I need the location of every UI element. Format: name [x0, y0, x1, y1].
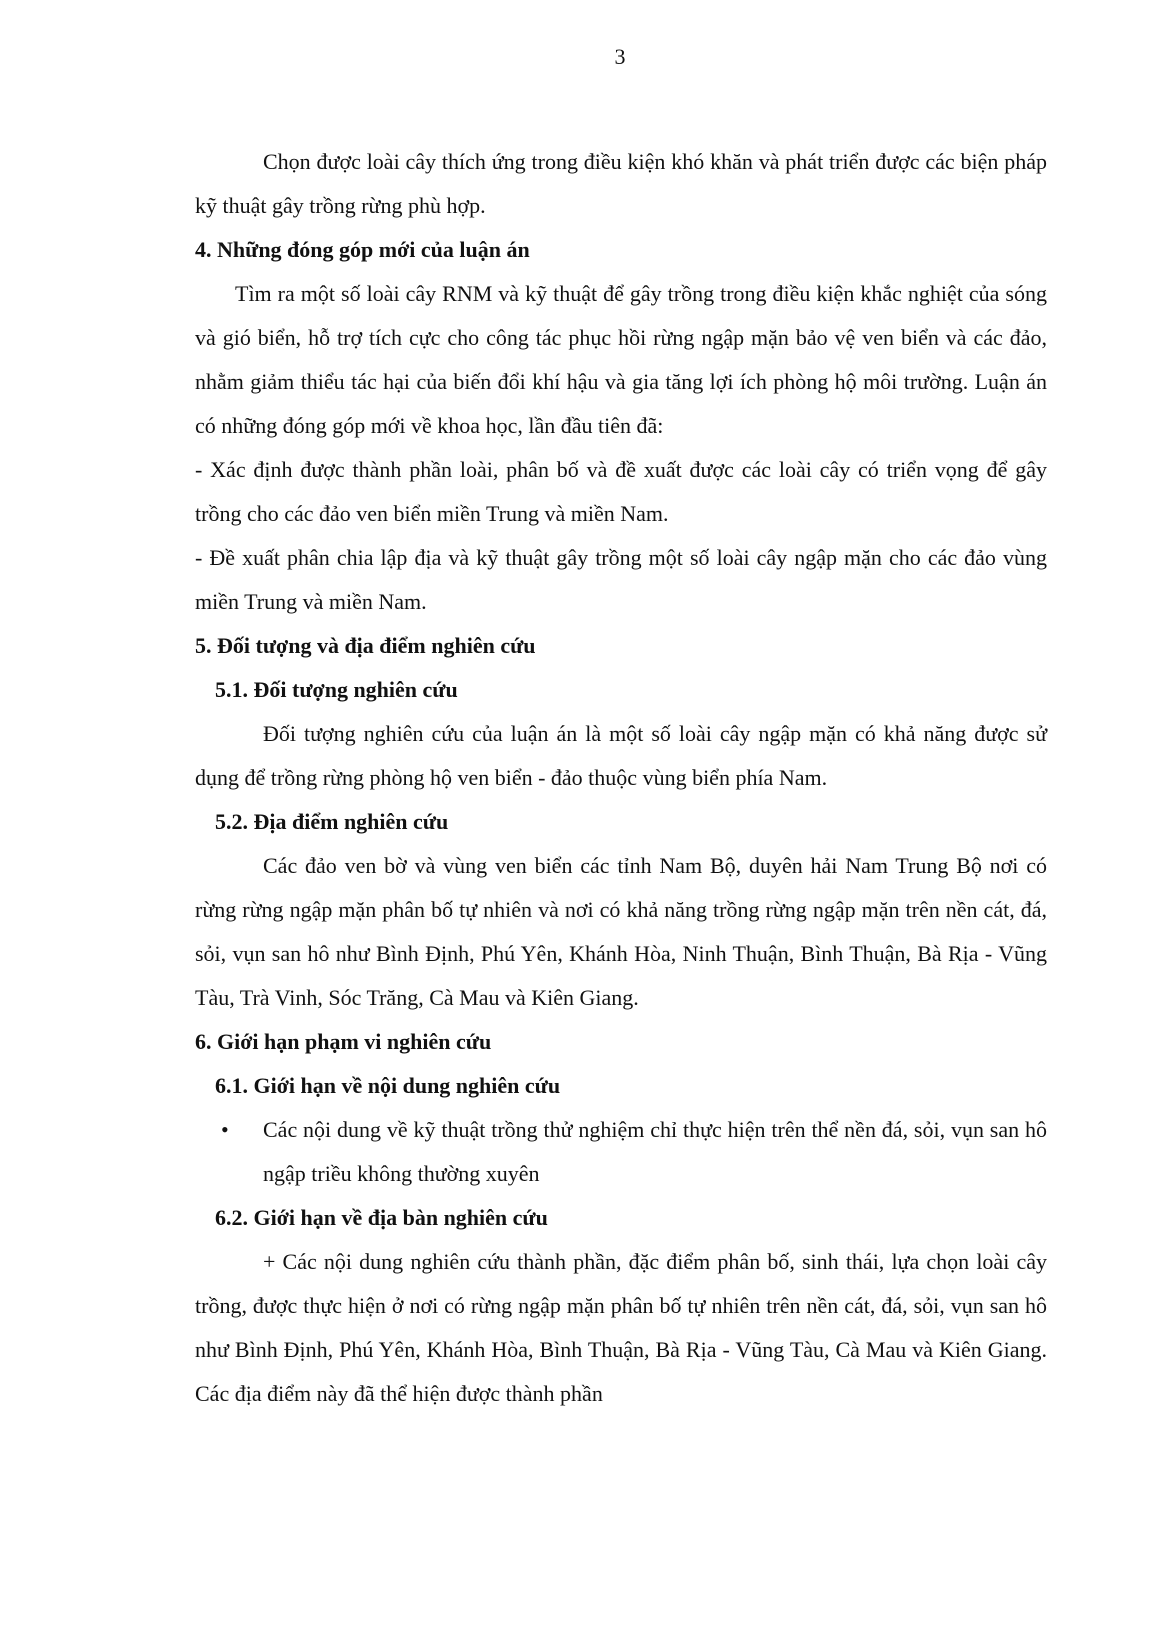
- section-5-2-paragraph: Các đảo ven bờ và vùng ven biển các tỉnh Nam Bộ, duyên hải Nam Trung Bộ nơi có rừng rừng ngập mặn phân bố tự nhiên và nơi có khả năng trồng rừng ngập mặn trên nền cát, đá, sỏi, vụn san hô như Bình Định, Phú Yên, Khánh Hòa, Ninh Thuận, Bình Thuận, Bà Rịa - Vũng Tàu, Trà Vinh, Sóc Trăng, Cà Mau và Kiên Giang.: [195, 853, 1047, 1010]
- document-body: [195, 140, 1047, 1416]
- page-number: 3: [614, 44, 626, 69]
- contribution-item-2: - Đề xuất phân chia lập địa và kỹ thuật gây trồng một số loài cây ngập mặn cho các đảo vùng miền Trung và miền Nam.: [195, 545, 1047, 614]
- contribution-item-1: - Xác định được thành phần loài, phân bố và đề xuất được các loài cây có triển vọng để gây trồng cho các đảo ven biển miền Trung và miền Nam.: [195, 457, 1047, 526]
- section-4-paragraph: Tìm ra một số loài cây RNM và kỹ thuật để gây trồng trong điều kiện khắc nghiệt của sóng và gió biển, hỗ trợ tích cực cho công tác phục hồi rừng ngập mặn bảo vệ ven biển và các đảo, nhằm giảm thiểu tác hại của biến đổi khí hậu và gia tăng lợi ích phòng hộ môi trường. Luận án có những đóng góp mới về khoa học, lần đầu tiên đã:: [195, 281, 1047, 438]
- bullet-text: Các nội dung về kỹ thuật trồng thử nghiệm chỉ thực hiện trên thể nền đá, sỏi, vụn san hô ngập triều không thường xuyên: [263, 1117, 1047, 1186]
- section-6-2-heading: 6.2. Giới hạn về địa bàn nghiên cứu: [215, 1205, 548, 1230]
- section-5-heading: 5. Đối tượng và địa điểm nghiên cứu: [195, 633, 536, 658]
- intro-paragraph: Chọn được loài cây thích ứng trong điều kiện khó khăn và phát triển được các biện pháp kỹ thuật gây trồng rừng phù hợp.: [195, 149, 1047, 218]
- bullet-list-item: [221, 1108, 1047, 1196]
- section-6-1-heading: 6.1. Giới hạn về nội dung nghiên cứu: [215, 1073, 561, 1098]
- section-5-1-paragraph: Đối tượng nghiên cứu của luận án là một số loài cây ngập mặn có khả năng được sử dụng để trồng rừng phòng hộ ven biển - đảo thuộc vùng biển phía Nam.: [195, 721, 1047, 790]
- section-4-heading: 4. Những đóng góp mới của luận án: [195, 237, 530, 262]
- bullet-icon: •: [221, 1117, 229, 1142]
- section-5-1-heading: 5.1. Đối tượng nghiên cứu: [215, 677, 458, 702]
- section-5-2-heading: 5.2. Địa điểm nghiên cứu: [215, 809, 449, 834]
- section-6-2-paragraph: + Các nội dung nghiên cứu thành phần, đặc điểm phân bố, sinh thái, lựa chọn loài cây trồng, được thực hiện ở nơi có rừng ngập mặn phân bố tự nhiên trên nền cát, đá, sỏi, vụn san hô như Bình Định, Phú Yên, Khánh Hòa, Bình Thuận, Bà Rịa - Vũng Tàu, Cà Mau và Kiên Giang. Các địa điểm này đã thể hiện được thành phần: [195, 1249, 1047, 1406]
- section-6-heading: 6. Giới hạn phạm vi nghiên cứu: [195, 1029, 492, 1054]
